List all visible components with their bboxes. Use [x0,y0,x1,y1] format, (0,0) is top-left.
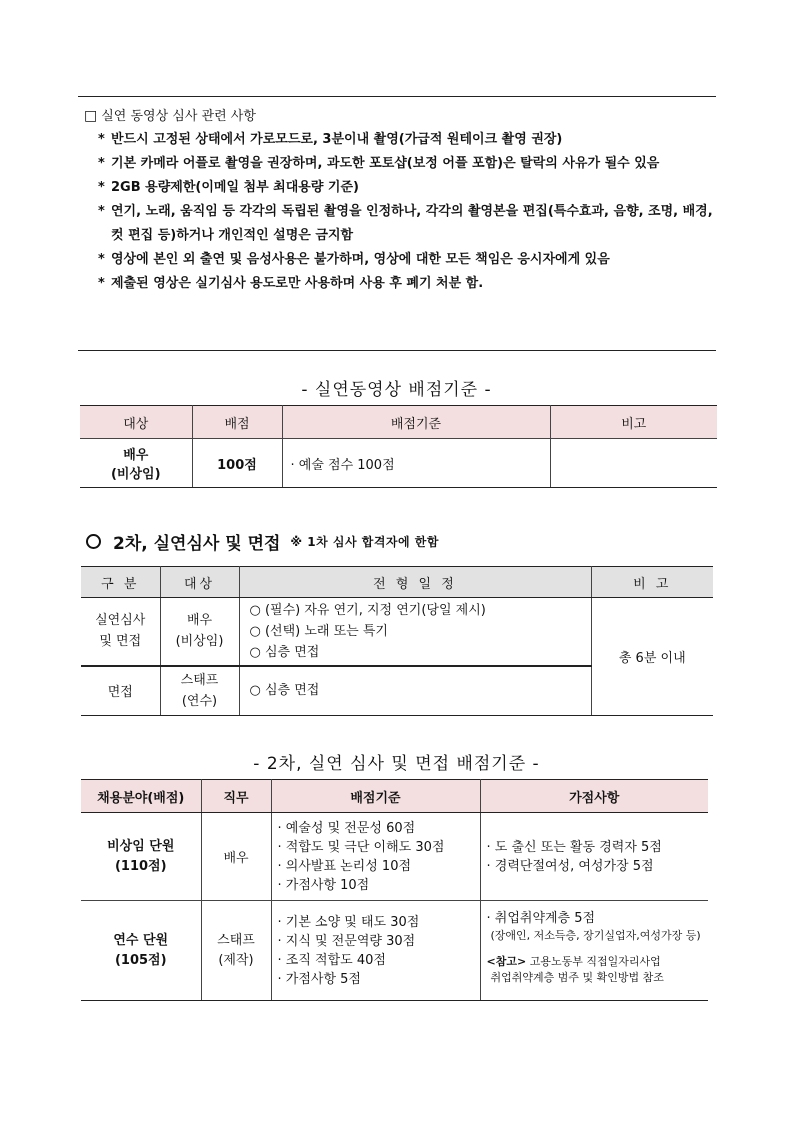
notice-heading-text: 실연 동영상 심사 관련 사항 [101,109,256,124]
schedule-table [81,566,713,716]
category-cell: 실연심사 및 면접 [81,598,160,666]
col-header-remark: 비 고 [591,567,713,598]
col-header-bonus: 가점사항 [480,780,708,813]
bullet-star-icon: * [98,132,105,147]
circle-bullet-icon [86,534,101,549]
bullet-star-icon: * [98,252,105,267]
target-cell: 스태프 (연수) [160,666,239,716]
notice-item: * 기본 카메라 어플로 촬영을 권장하며, 과도한 포토샵(보정 어플 포함)은 탈락의 사유가 될수 있음 [84,152,714,176]
reference-note: <참고> 고용노동부 직접일자리사업 취업취약계층 범주 및 확인방법 참조 [486,955,664,984]
bonus-cell: · 취업취약계층 5점 (장애인, 저소득층, 장기실업자,여성가장 등) <참고> 고용노동부 직접일자리사업 취업취약계층 범주 및 확인방법 참조 [480,901,708,1001]
col-header-criteria: 배점기준 [271,780,480,813]
section3-title: - 2차, 실연 심사 및 면접 배점기준 - [253,754,540,774]
criteria-cell: · 예술성 및 전문성 60점 · 적합도 및 극단 이해도 30점 · 의사발표 논리성 10점 · 가점사항 10점 [271,813,480,901]
notice-item: * 반드시 고정된 상태에서 가로모드로, 3분이내 촬영(가급적 원테이크 촬영 권장) [84,128,714,152]
table-header-row [81,780,708,813]
bullet-star-icon: * [98,204,105,219]
field-cell: 연수 단원 (105점) [81,901,201,1001]
criteria-cell: · 예술 점수 100점 [282,439,550,488]
col-header-target: 대상 [160,567,239,598]
section2-note: ※ 1차 심사 합격자에 한함 [290,535,439,549]
job-cell: 배우 [201,813,271,901]
interview-score-table [81,779,708,1001]
col-header-job: 직무 [201,780,271,813]
col-header-schedule: 전 형 일 정 [239,567,591,598]
bullet-star-icon: * [98,180,105,195]
notice-item: * 2GB 용량제한(이메일 첨부 최대용량 기준) [84,176,714,200]
video-notice [84,104,714,296]
checkbox-icon: □ [84,108,98,124]
col-header-score: 배점 [192,406,282,439]
col-header-remark: 비고 [550,406,717,439]
notice-bottom-rule [78,350,716,351]
col-header-category: 구 분 [81,567,160,598]
remark-cell [550,439,717,488]
notice-item: * 영상에 본인 외 출연 및 음성사용은 불가하며, 영상에 대한 모든 책임은 응시자에게 있음 [84,248,714,272]
score-cell: 100점 [192,439,282,488]
field-cell: 비상임 단원 (110점) [81,813,201,901]
table-header-row [81,567,713,598]
table-header-row [80,406,717,439]
table-row [81,901,708,1001]
bullet-star-icon: * [98,156,105,171]
target-cell: 배우 (비상임) [160,598,239,666]
top-rule [78,96,716,97]
section1-title: - 실연동영상 배점기준 - [301,380,492,400]
criteria-cell: · 기본 소양 및 태도 30점 · 지식 및 전문역량 30점 · 조직 적합도 40점 · 가점사항 5점 [271,901,480,1001]
table-row [81,813,708,901]
section2-title: 2차, 실연심사 및 면접 [113,534,281,554]
table-row [81,598,713,666]
table-row [80,439,717,488]
col-header-target: 대상 [80,406,192,439]
schedule-cell: ○ (필수) 자유 연기, 지정 연기(당일 제시) ○ (선택) 노래 또는 특기 ○ 심층 면접 [239,598,591,666]
video-score-table [80,405,717,488]
category-cell: 면접 [81,666,160,716]
col-header-field: 채용분야(배점) [81,780,201,813]
notice-heading [84,104,714,128]
notice-item: * 연기, 노래, 움직임 등 각각의 독립된 촬영을 인정하나, 각각의 촬영본을 편집(특수효과, 음향, 조명, 배경, 컷 편집 등)하거나 개인적인 설명은 금지함 [84,200,714,248]
remark-cell: 총 6분 이내 [591,598,713,716]
col-header-criteria: 배점기준 [282,406,550,439]
job-cell: 스태프 (제작) [201,901,271,1001]
bonus-cell: · 도 출신 또는 활동 경력자 5점 · 경력단절여성, 여성가장 5점 [480,813,708,901]
target-cell: 배우 (비상임) [80,439,192,488]
schedule-cell: ○ 심층 면접 [239,666,591,716]
section2-heading [86,529,439,554]
notice-item: * 제출된 영상은 실기심사 용도로만 사용하며 사용 후 폐기 처분 함. [84,272,714,296]
bullet-star-icon: * [98,276,105,291]
